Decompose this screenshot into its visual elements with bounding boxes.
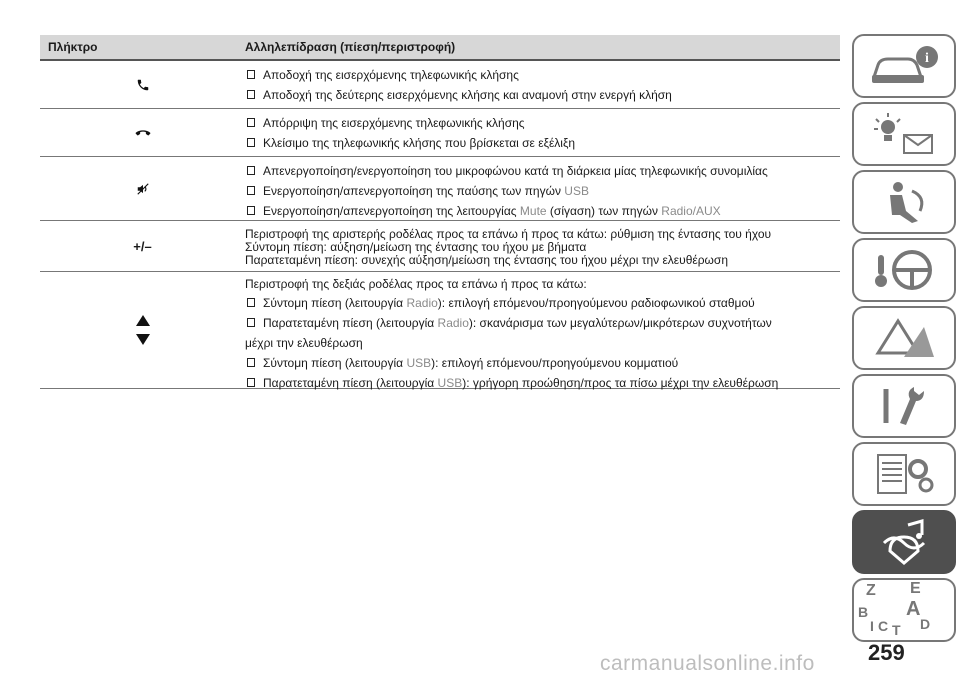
tab-index[interactable] (852, 578, 956, 642)
checkbox-bullet (247, 70, 255, 79)
watermark: carmanualsonline.info (600, 652, 815, 675)
controls-table (40, 35, 840, 389)
airbag-seat-icon (864, 177, 944, 227)
checkbox-bullet (247, 378, 255, 387)
key-cell (40, 61, 245, 108)
warning-triangle-icon (864, 313, 944, 363)
table-row (40, 109, 840, 157)
checkbox-bullet (247, 90, 255, 99)
tab-technical-data[interactable] (852, 442, 956, 506)
list-item: Αποδοχή της εισερχόμενης τηλεφωνικής κλήσης (245, 67, 840, 87)
car-info-icon (864, 41, 944, 91)
key-cell (40, 109, 245, 156)
svg-text:i: i (925, 51, 929, 66)
key-cell (40, 272, 245, 388)
multimedia-icon (864, 517, 944, 567)
checkbox-bullet (247, 358, 255, 367)
checkbox-bullet (247, 298, 255, 307)
list-item: Σύντομη πίεση (λειτουργία Radio): επιλογή επόμενου/προηγούμενου ραδιοφωνικού σταθμού (245, 295, 840, 315)
list-item-continuation: μέχρι την ελευθέρωση (245, 336, 363, 350)
steering-wheel-icon (864, 245, 944, 295)
action-cell (245, 109, 840, 156)
list-item: Σύντομη πίεση (λειτουργία USB): επιλογή επόμενου/προηγούμενου κομματιού (245, 355, 840, 375)
tab-warning-lights[interactable] (852, 102, 956, 166)
key-cell (40, 157, 245, 220)
checkbox-bullet (247, 138, 255, 147)
action-cell (245, 61, 840, 108)
tab-maintenance[interactable] (852, 374, 956, 438)
tab-car-info[interactable] (852, 34, 956, 98)
warning-lights-icon (864, 109, 944, 159)
list-item: Αποδοχή της δεύτερης εισερχόμενης κλήσης και αναμονή στην ενεργή κλήση (245, 87, 840, 107)
table-row (40, 61, 840, 109)
action-cell (245, 157, 840, 220)
mute-icon (136, 182, 150, 196)
key-cell (40, 221, 245, 271)
checkbox-bullet (247, 206, 255, 215)
list-item: Παρατεταμένη πίεση (λειτουργία Radio): σκανάρισμα των μεγαλύτερων/μικρότερων συχνοτήτων (245, 315, 840, 335)
chapter-sidebar (852, 34, 960, 646)
header-action: Αλληλεπίδραση (πίεση/περιστροφή) (245, 40, 456, 54)
table-row (40, 221, 840, 272)
table-header (40, 35, 840, 61)
volume-key-label: +/– (133, 238, 152, 254)
checkbox-bullet (247, 186, 255, 195)
tab-safety[interactable] (852, 170, 956, 234)
settings-list-icon (864, 449, 944, 499)
table-row (40, 272, 840, 389)
page-number: 259 (868, 640, 905, 665)
table-row (40, 157, 840, 221)
phone-answer-icon (136, 78, 150, 92)
checkbox-bullet (247, 118, 255, 127)
header-key: Πλήκτρο (48, 40, 98, 54)
tab-emergency[interactable] (852, 306, 956, 370)
list-item: Ενεργοποίηση/απενεργοποίηση της λειτουργίας Mute (σίγαση) των πηγών Radio/AUX (245, 203, 840, 223)
action-cell: Περιστροφή της δεξιάς ροδέλας προς τα επάνω ή προς τα κάτω: Σύντομη πίεση (λειτουργία Radio): επιλογή επόμενου/προηγούμενου ραδιοφωνικού σταθμού Παρατεταμένη πίεση (λειτουργία Radio): σκανάρισμα των μεγαλύτερων/μικρότερων συχνοτήτων μέχρι την ελευθέρωση Σύντομη πίεση (λειτουργία USB): επιλογή επόμενου/προηγούμενου κομματιού Παρατεταμένη πίεση (λειτουργία USB): γρήγορη προώθηση/προς τα πίσω μέχρι την ελευθέρωση (245, 272, 840, 388)
tab-multimedia[interactable] (852, 510, 956, 574)
checkbox-bullet (247, 166, 255, 175)
list-item: Απενεργοποίηση/ενεργοποίηση του μικροφώνου κατά τη διάρκεια μίας τηλεφωνικής συνομιλίας (245, 163, 840, 183)
list-item: Παρατεταμένη πίεση (λειτουργία USB): γρήγορη προώθηση/προς τα πίσω μέχρι την ελευθέρωση (245, 375, 840, 395)
list-item: Απόρριψη της εισερχόμενης τηλεφωνικής κλήσης (245, 115, 840, 135)
tab-driving[interactable] (852, 238, 956, 302)
phone-hangup-icon (135, 128, 151, 138)
action-cell: Περιστροφή της αριστερής ροδέλας προς τα επάνω ή προς τα κάτω: ρύθμιση της έντασης του ήχου Σύντομη πίεση: αύξηση/μείωση της έντασης του ήχου με βήματα Παρατεταμένη πίεση: συνεχής αύξηση/μείωση της έντασης του ήχου μέχρι την ελευθέρωση (245, 227, 772, 267)
list-item: Κλείσιμο της τηλεφωνικής κλήσης που βρίσκεται σε εξέλιξη (245, 135, 840, 155)
wrench-icon (864, 381, 944, 431)
alphabet-index-icon: Z E B A C T D I (858, 580, 931, 638)
checkbox-bullet (247, 318, 255, 327)
up-down-arrows-icon (135, 313, 151, 347)
list-item: Ενεργοποίηση/απενεργοποίηση της παύσης των πηγών USB (245, 183, 840, 203)
